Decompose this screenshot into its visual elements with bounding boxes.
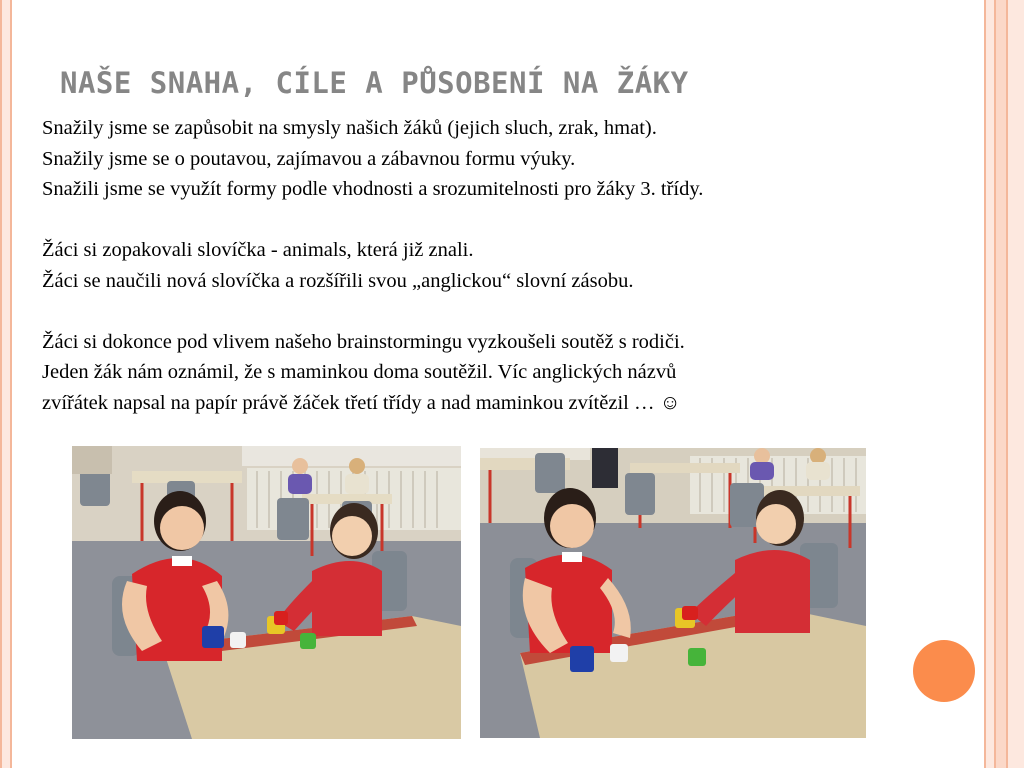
classroom-photo-2: [480, 448, 866, 738]
slide-body: [42, 113, 1002, 418]
paragraph-line: zvířátek napsal na papír právě žáček třetí třídy a nad maminkou zvítězil … ☺: [42, 391, 681, 414]
paragraph-line: Žáci si dokonce pod vlivem našeho brainstormingu vyzkoušeli soutěž s rodiči.: [42, 330, 685, 353]
left-accent-border: [0, 0, 12, 768]
paragraph-line: Snažili jsme se využít formy podle vhodnosti a srozumitelnosti pro žáky 3. třídy.: [42, 178, 704, 200]
paragraph-line: Jeden žák nám oznámil, že s maminkou doma soutěžil. Víc anglických názvů: [42, 361, 677, 383]
paragraph-line: Žáci si zopakovali slovíčka - animals, která již znali.: [42, 239, 474, 261]
paragraph-line: Žáci se naučili nová slovíčka a rozšířili svou „anglickou“ slovní zásobu.: [42, 269, 634, 292]
slide-title: NAŠE SNAHA, CÍLE A PŮSOBENÍ NA ŽÁKY: [60, 66, 689, 100]
paragraph-line: Snažily jsme se zapůsobit na smysly našich žáků (jejich sluch, zrak, hmat).: [42, 117, 657, 139]
classroom-photo-1: [72, 446, 461, 739]
orange-circle-icon: [913, 640, 975, 702]
paragraph-line: Snažily jsme se o poutavou, zajímavou a zábavnou formu výuky.: [42, 147, 576, 170]
